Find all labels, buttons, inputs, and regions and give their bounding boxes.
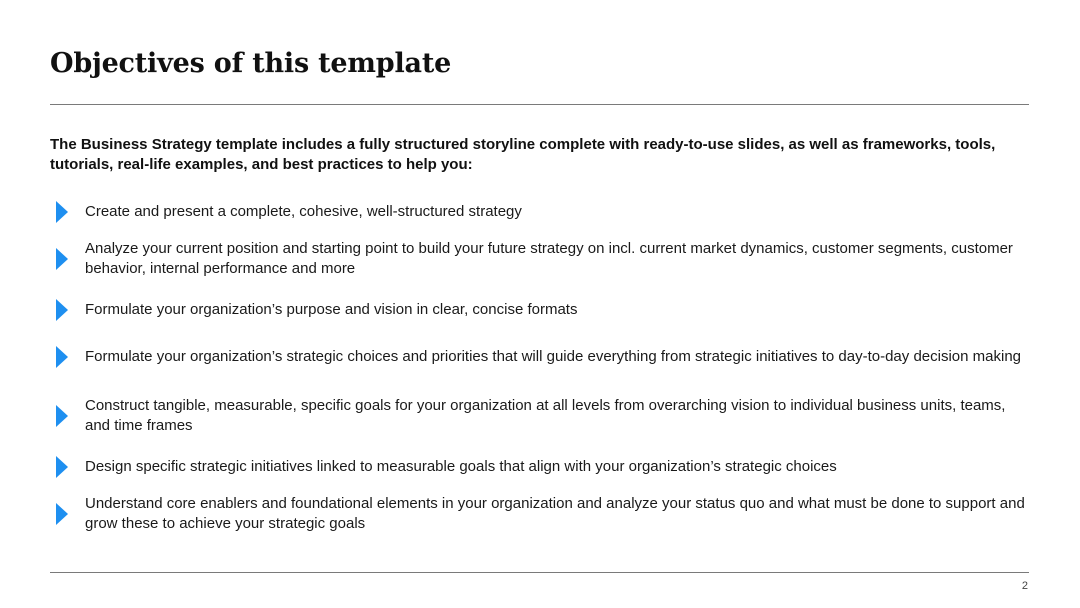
objective-text: Understand core enablers and foundational elements in your organization and analyze your status quo and what must be done to support and grow these to achieve your strategic goals	[85, 495, 1025, 532]
intro-paragraph: The Business Strategy template includes a fully structured storyline complete with ready-to-use slides, as well as frameworks, tools, tutorials, real-life examples, and best practices to help you:	[50, 136, 996, 173]
objective-item	[50, 239, 1025, 279]
page-number: 2	[1021, 580, 1028, 592]
slide-title: Objectives of this template	[50, 48, 452, 79]
right-triangle-arrow-icon	[56, 299, 68, 321]
right-triangle-arrow-icon	[56, 503, 68, 525]
objective-item	[50, 396, 1025, 436]
objectives-list	[50, 200, 1025, 534]
objective-text: Design specific strategic initiatives linked to measurable goals that align with your organization’s strategic choices	[85, 458, 837, 475]
right-triangle-arrow-icon	[56, 456, 68, 478]
right-triangle-arrow-icon	[56, 405, 68, 427]
objective-item	[50, 298, 1025, 322]
objective-item	[50, 494, 1025, 534]
objective-item	[50, 455, 1025, 479]
right-triangle-arrow-icon	[56, 248, 68, 270]
objective-text: Create and present a complete, cohesive, well-structured strategy	[85, 203, 522, 220]
objective-text: Construct tangible, measurable, specific goals for your organization at all levels from overarching vision to individual business units, teams, and time frames	[85, 397, 1006, 434]
objective-item	[50, 200, 1025, 224]
objective-text: Analyze your current position and starting point to build your future strategy on incl. current market dynamics, customer segments, customer behavior, internal performance and more	[85, 240, 1013, 277]
right-triangle-arrow-icon	[56, 201, 68, 223]
objective-item	[50, 337, 1025, 377]
right-triangle-arrow-icon	[56, 346, 68, 368]
objective-text: Formulate your organization’s strategic choices and priorities that will guide everything from strategic initiatives to day-to-day decision making	[85, 348, 1021, 365]
footer-divider	[50, 572, 1029, 573]
title-divider	[50, 104, 1029, 105]
objective-text: Formulate your organization’s purpose and vision in clear, concise formats	[85, 301, 578, 318]
